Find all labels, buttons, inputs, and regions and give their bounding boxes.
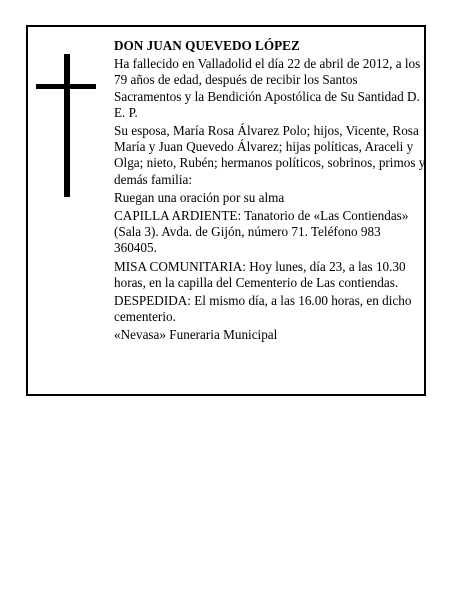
family-list: Su esposa, María Rosa Álvarez Polo; hijos, Vicente, Rosa María y Juan Quevedo Álvarez; hijas políticas, Araceli y Olga; nieto, Rubén; hermanos políticos, sobrinos, primos y demás familia: [114,123,426,187]
mass-info: MISA COMUNITARIA: Hoy lunes, día 23, a las 10.30 horas, en la capilla del Cementerio de Las contiendas. [114,258,406,290]
obituary-text [114,38,426,346]
prayer-request: Ruegan una oración por su alma [114,189,285,205]
farewell-info: DESPEDIDA: El mismo día, a las 16.00 horas, en dicho cementerio. [114,293,412,325]
chapel-info: CAPILLA ARDIENTE: Tanatorio de «Las Contiendas» (Sala 3). Avda. de Gijón, número 71. Teléfono 983 360405. [114,208,409,256]
deceased-name: DON JUAN QUEVEDO LÓPEZ [114,38,300,53]
cross-vertical-bar [64,54,70,197]
funeral-home: «Nevasa» Funeraria Municipal [114,327,278,343]
cross-horizontal-bar [36,84,96,89]
death-announcement: Ha fallecido en Valladolid el día 22 de abril de 2012, a los 79 años de edad, después de recibir los Santos Sacramentos y la Bendición Apostólica de Su Santidad D. E. P. [114,56,421,120]
latin-cross-icon [36,54,96,197]
